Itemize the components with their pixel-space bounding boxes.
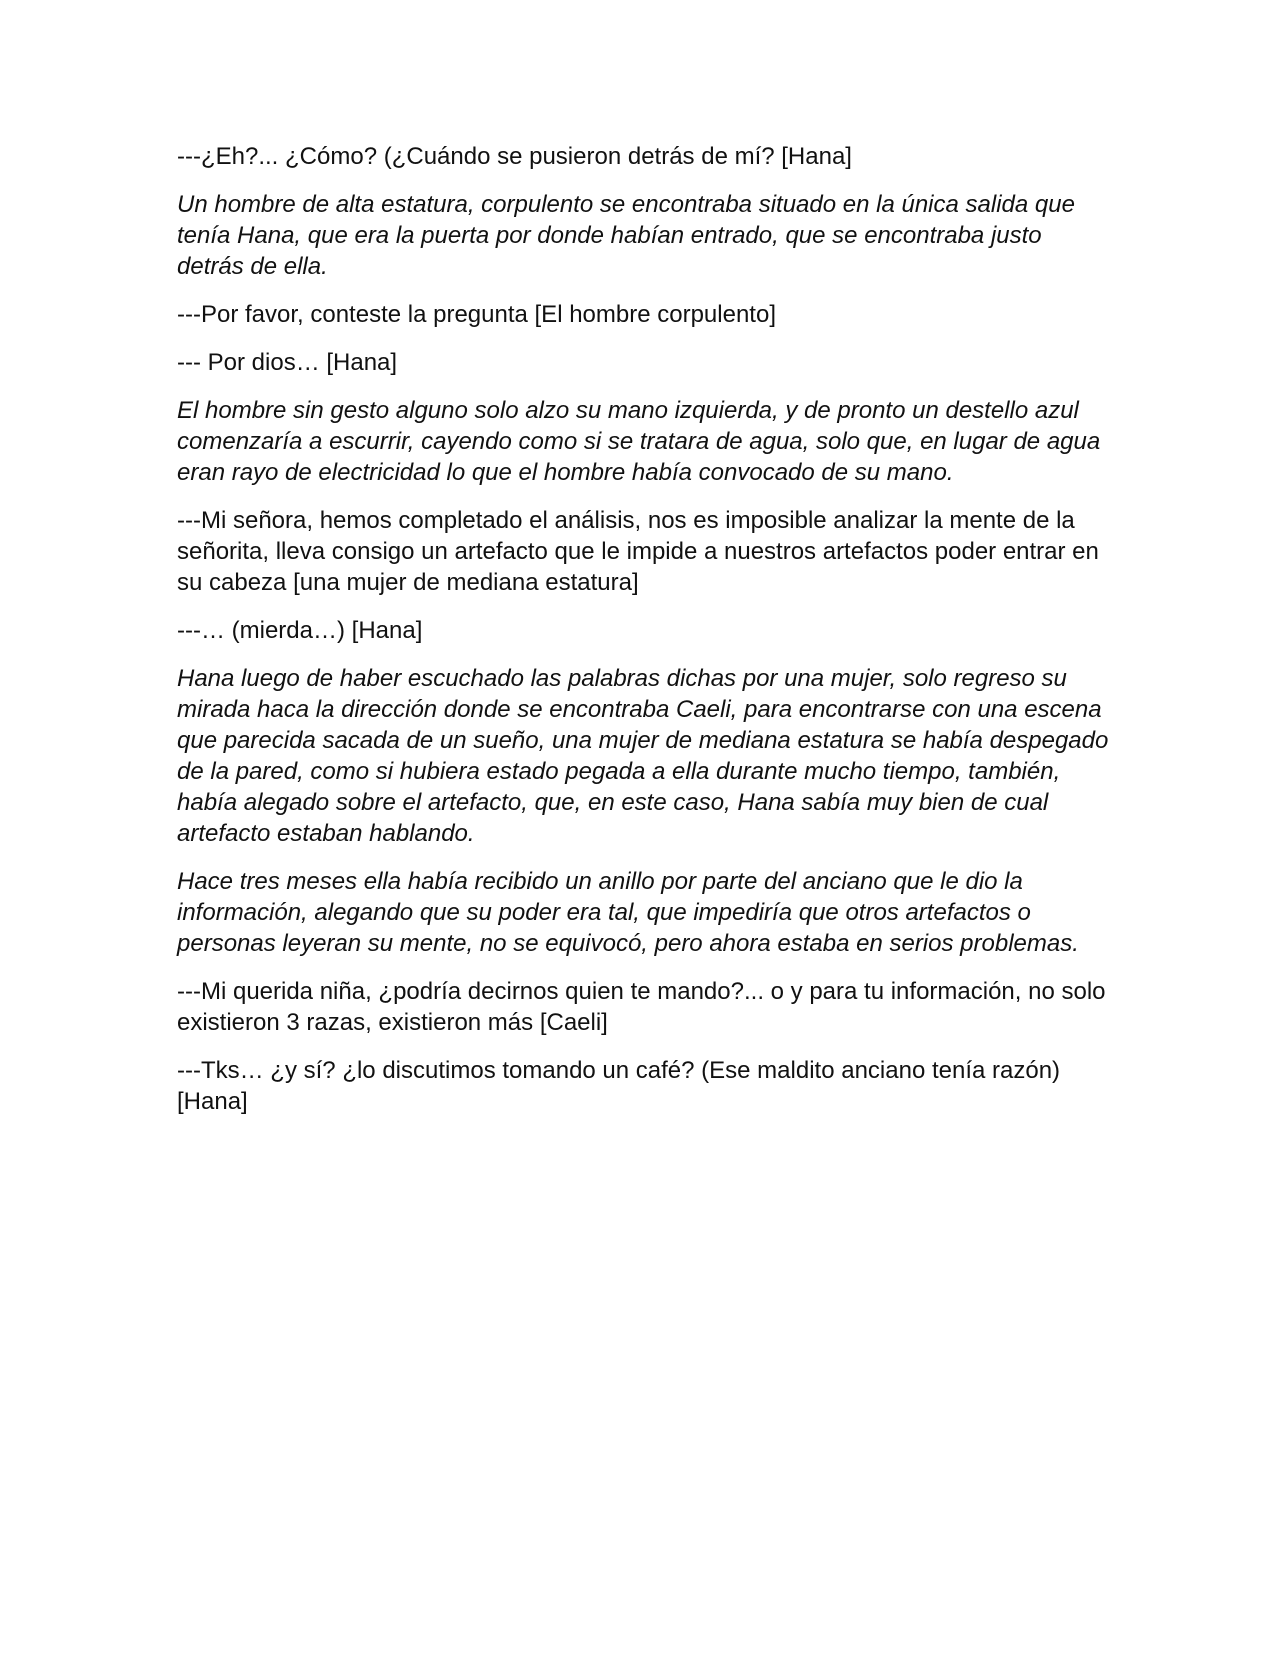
paragraph-narration: Hana luego de haber escuchado las palabras dichas por una mujer, solo regreso su mirada haca la dirección donde se encontraba Caeli, para encontrarse con una escena que parecida sacada de un sueño, una mujer de mediana estatura se había despegado de la pared, como si hubiera estado pegada a ella durante mucho tiempo, también, había alegado sobre el artefacto, que, en este caso, Hana sabía muy bien de cual artefacto estaban hablando.: [177, 665, 1109, 847]
paragraph-dialogue: ---Por favor, conteste la pregunta [El hombre corpulento]: [177, 301, 776, 328]
document-body: [177, 141, 1112, 1134]
paragraph-narration: Un hombre de alta estatura, corpulento se encontraba situado en la única salida que tenía Hana, que era la puerta por donde habían entrado, que se encontraba justo detrás de ella.: [177, 191, 1075, 280]
paragraph-narration: Hace tres meses ella había recibido un anillo por parte del anciano que le dio la información, alegando que su poder era tal, que impediría que otros artefactos o personas leyeran su mente, no se equivocó, pero ahora estaba en serios problemas.: [177, 868, 1079, 957]
paragraph-dialogue: ---… (mierda…) [Hana]: [177, 617, 423, 644]
paragraph-dialogue: ---Tks… ¿y sí? ¿lo discutimos tomando un café? (Ese maldito anciano tenía razón) [Hana]: [177, 1057, 1061, 1115]
paragraph-dialogue: ---Mi querida niña, ¿podría decirnos quien te mando?... o y para tu información, no solo existieron 3 razas, existieron más [Caeli]: [177, 978, 1106, 1036]
paragraph-dialogue: --- Por dios… [Hana]: [177, 349, 398, 376]
paragraph-dialogue: ---¿Eh?... ¿Cómo? (¿Cuándo se pusieron detrás de mí? [Hana]: [177, 143, 852, 170]
paragraph-narration: El hombre sin gesto alguno solo alzo su mano izquierda, y de pronto un destello azul comenzaría a escurrir, cayendo como si se tratara de agua, solo que, en lugar de agua eran rayo de electricidad lo que el hombre había convocado de su mano.: [177, 397, 1101, 486]
paragraph-dialogue: ---Mi señora, hemos completado el análisis, nos es imposible analizar la mente de la señorita, lleva consigo un artefacto que le impide a nuestros artefactos poder entrar en su cabeza [una mujer de mediana estatura]: [177, 507, 1099, 596]
